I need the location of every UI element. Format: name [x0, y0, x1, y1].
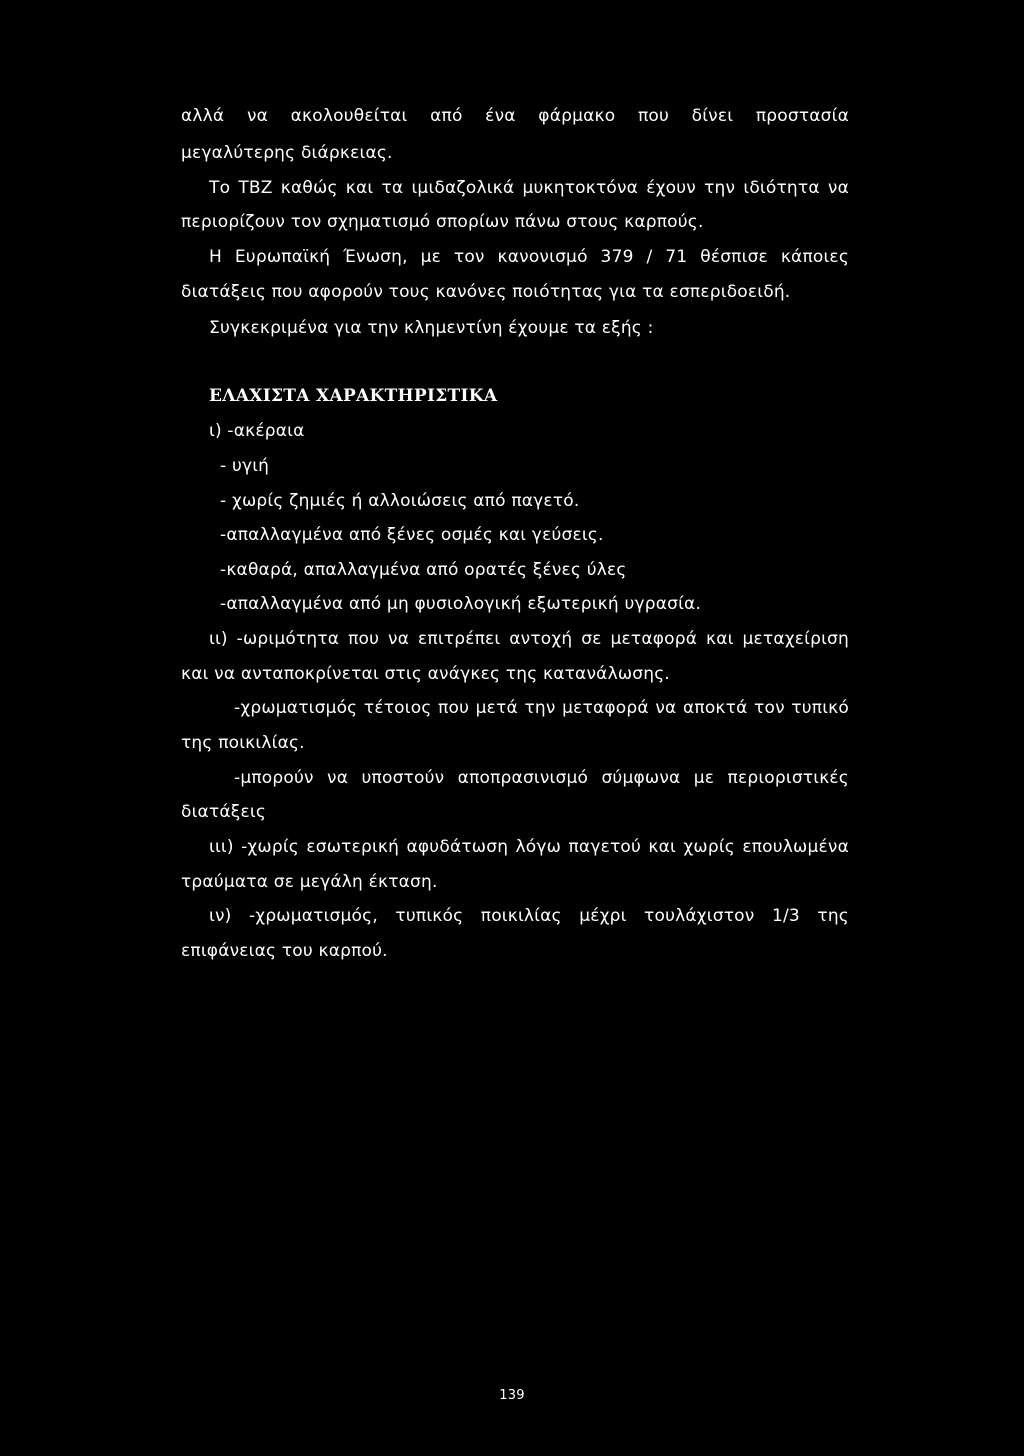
body-line-7: Συγκεκριμένα για την κλημεντίνη έχουμε τα εξής :	[209, 318, 654, 338]
body-line-1: αλλά να ακολουθείται από ένα φάρμακο που δίνει προστασία	[181, 106, 849, 126]
list-item-8: -χρωματισμός τέτοιος που μετά την μεταφορά να αποκτά τον τυπικό	[234, 698, 849, 718]
list-item-4: -απαλλαγμένα από ξένες οσμές και γεύσεις.	[220, 525, 604, 545]
list-item-8-cont: της ποικιλίας.	[181, 733, 305, 753]
body-line-2: μεγαλύτερης διάρκειας.	[181, 143, 393, 163]
body-line-5: Η Ευρωπαϊκή Ένωση, με τον κανονισμό 379 / 71 θέσπισε κάποιες	[209, 247, 849, 267]
list-item-9-cont: διατάξεις	[181, 802, 266, 822]
list-item-6: -απαλλαγμένα από μη φυσιολογική εξωτερική υγρασία.	[220, 594, 702, 614]
list-item-3: - χωρίς ζημιές ή αλλοιώσεις από παγετό.	[220, 491, 580, 511]
list-item-11: ιν) -χρωματισμός, τυπικός ποικιλίας μέχρι τουλάχιστον 1/3 της	[209, 906, 849, 926]
page-number: 139	[499, 1388, 525, 1403]
body-line-4: περιορίζουν τον σχηματισμό σπορίων πάνω στους καρπούς.	[181, 212, 704, 232]
list-item-10-cont: τραύματα σε μεγάλη έκταση.	[181, 872, 438, 892]
list-item-10: ιιι) -χωρίς εσωτερική αφυδάτωση λόγω παγετού και χωρίς επουλωμένα	[209, 837, 849, 857]
body-line-3: Το ΤΒΖ καθώς και τα ιμιδαζολικά μυκητοκτόνα έχουν την ιδιότητα να	[209, 178, 849, 198]
section-heading: ΕΛΑΧΙΣΤΑ ΧΑΡΑΚΤΗΡΙΣΤΙΚΑ	[209, 386, 498, 406]
list-item-5: -καθαρά, απαλλαγμένα από ορατές ξένες ύλες	[220, 560, 627, 580]
list-item-7-cont: και να ανταποκρίνεται στις ανάγκες της κατανάλωσης.	[181, 664, 670, 684]
list-item-2: - υγιή	[220, 456, 270, 476]
list-item-9: -μπορούν να υποστούν αποπρασινισμό σύμφωνα με περιοριστικές	[234, 768, 849, 788]
list-item-1: ι) -ακέραια	[209, 421, 305, 441]
list-item-7: ιι) -ωριμότητα που να επιτρέπει αντοχή σε μεταφορά και μεταχείριση	[209, 629, 849, 649]
list-item-11-cont: επιφάνειας του καρπού.	[181, 941, 388, 961]
body-line-6: διατάξεις που αφορούν τους κανόνες ποιότητας για τα εσπεριδοειδή.	[181, 282, 791, 302]
